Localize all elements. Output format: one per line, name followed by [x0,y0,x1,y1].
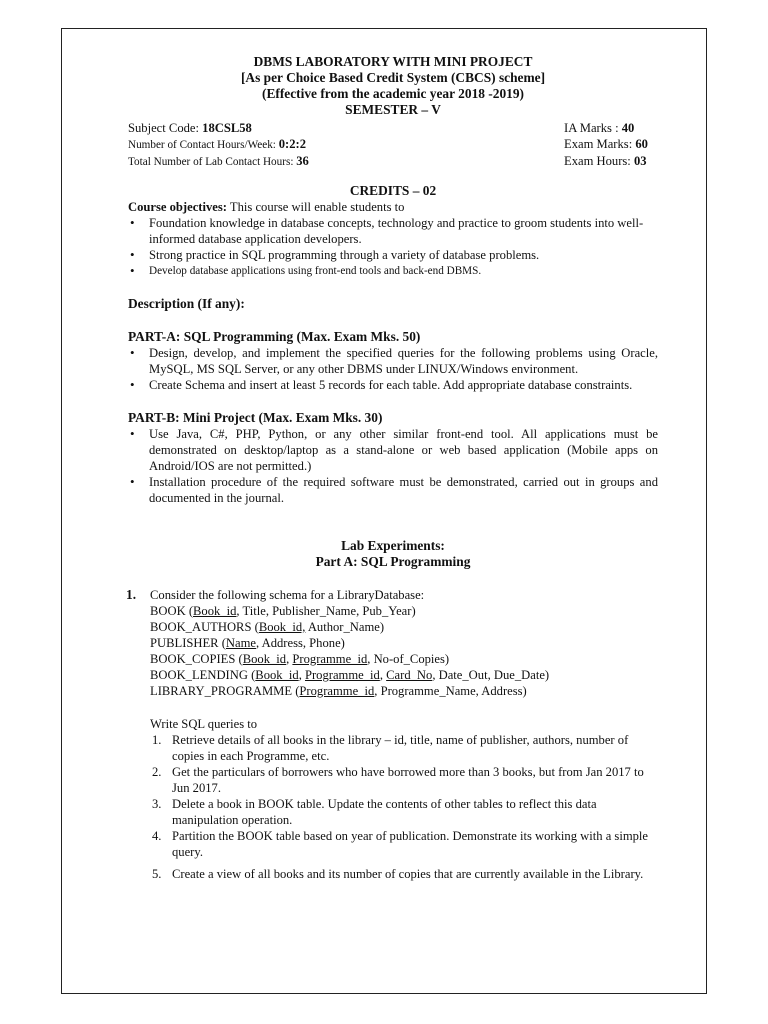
course-objectives [128,199,658,215]
doc-semester: SEMESTER – V [345,102,441,117]
schema-intro: Consider the following schema for a LibraryDatabase: [150,588,425,602]
exam-marks [564,136,658,153]
list-item: • Use Java, C#, PHP, Python, or any other similar front-end tool. All applications must be demonstrated on desktop/laptop as a stand-alone or web based application (Mobile apps on Android/IOS are not permitted.) [128,426,658,474]
schema-text: , [286,652,293,666]
contact-hours-value: 0:2:2 [278,137,306,151]
schema-text: BOOK_LENDING ( [150,668,256,682]
list-item [150,764,658,796]
schema-key: Programme_id [292,652,368,666]
schema-text: , No-of_Copies) [367,652,450,666]
doc-effective: (Effective from the academic year 2018 -2019) [261,86,525,101]
schema-key: Book_id [193,604,237,618]
schema-text: , Title, Publisher_Name, Pub_Year) [236,604,416,618]
meta-row-2 [128,136,658,153]
meta-row-3 [128,153,658,170]
list-item: • Develop database applications using front-end tools and back-end DBMS. [128,263,658,279]
schema-text: , Address, Phone) [256,636,345,650]
schema-text: BOOK ( [150,604,194,618]
part-a-heading: PART-A: SQL Programming (Max. Exam Mks. 50) [128,329,421,344]
query-number: 1. [152,733,162,747]
question-1 [128,587,658,882]
course-objectives-intro: This course will enable students to [226,200,405,214]
list-item: • Installation procedure of the required software must be demonstrated, carried out in groups and documented in the journal. [128,474,658,506]
schema-book-authors [150,619,658,635]
write-sql-label: Write SQL queries to [150,717,258,731]
exam-marks-label: Exam Marks: [564,137,636,151]
query-number: 2. [152,765,162,779]
schema-text: Author_Name) [305,620,385,634]
list-item: • Foundation knowledge in database concepts, technology and practice to groom students into well-informed database application developers. [128,215,658,247]
list-item: • Create Schema and insert at least 5 records for each table. Add appropriate database constraints. [128,377,658,393]
contact-hours-label: Number of Contact Hours/Week: [128,139,279,151]
list-item [150,796,658,828]
exam-hours [564,153,658,170]
schema-text: , Programme_Name, Address) [374,684,527,698]
schema-text: , Date_Out, Due_Date) [432,668,550,682]
syllabus-page [128,54,658,882]
doc-title: DBMS LABORATORY WITH MINI PROJECT [253,54,533,69]
ia-marks [564,120,658,136]
subject-code-label: Subject Code: [128,121,203,135]
course-objectives-label: Course objectives: [128,200,227,214]
list-item [150,732,658,764]
schema-key: Programme_id [304,668,380,682]
schema-book-lending [150,667,658,683]
query-list [150,732,658,882]
schema-publisher [150,635,658,651]
query-text: Create a view of all books and its number of copies that are currently available in the Library. [172,867,644,881]
lab-hours-label: Total Number of Lab Contact Hours: [128,156,297,168]
query-text: Partition the BOOK table based on year of publication. Demonstrate its working with a simple query. [172,829,649,859]
query-text: Retrieve details of all books in the library – id, title, name of publisher, authors, number of copies in each Programme, etc. [172,733,629,763]
part-b-list [128,426,658,506]
doc-scheme: [As per Choice Based Credit System (CBCS) scheme] [240,70,546,85]
lab-hours [128,153,309,170]
ia-marks-value: 40 [621,121,635,135]
ia-marks-label: IA Marks : [564,121,622,135]
schema-library-programme [150,683,658,699]
lab-hours-value: 36 [296,154,309,168]
schema-key: Book_id, [258,620,306,634]
subject-code-value: 18CSL58 [202,121,252,135]
list-item: • Strong practice in SQL programming through a variety of database problems. [128,247,658,263]
part-a-sql-heading: Part A: SQL Programming [315,554,471,569]
meta-row-1 [128,120,658,136]
part-b-heading: PART-B: Mini Project (Max. Exam Mks. 30) [128,410,383,425]
part-a-list [128,345,658,393]
query-number: 4. [152,829,162,843]
credits: CREDITS – 02 [349,183,437,198]
query-number: 3. [152,797,162,811]
list-item [150,828,658,860]
exam-marks-value: 60 [635,137,648,151]
question-number: 1. [126,587,137,602]
lab-experiments-heading: Lab Experiments: [341,538,445,553]
exam-hours-value: 03 [633,154,647,168]
schema-key: Name [225,636,256,650]
schema-key: Programme_id [299,684,375,698]
list-item: • Design, develop, and implement the specified queries for the following problems using Oracle, MySQL, MS SQL Server, or any other DBMS under LINUX/Windows environment. [128,345,658,377]
schema-text: LIBRARY_PROGRAMME ( [150,684,300,698]
schema-book [150,603,658,619]
exam-hours-label: Exam Hours: [564,154,634,168]
subject-code [128,120,252,136]
schema-key: Card_No [386,668,433,682]
query-number: 5. [152,867,162,881]
schema-text: , [379,668,387,682]
contact-hours [128,136,306,153]
schema-text: BOOK_AUTHORS ( [150,620,259,634]
schema-text: , [298,668,305,682]
schema-key: Book_id [255,668,299,682]
schema-text: BOOK_COPIES ( [150,652,243,666]
description-heading: Description (If any): [128,296,245,311]
list-item [150,866,658,882]
schema-book-copies [150,651,658,667]
schema-text: PUBLISHER ( [150,636,226,650]
query-text: Delete a book in BOOK table. Update the contents of other tables to reflect this data manipulation operation. [172,797,597,827]
query-text: Get the particulars of borrowers who have borrowed more than 3 books, but from Jan 2017 to Jun 2017. [172,765,644,795]
objectives-list [128,215,658,279]
schema-key: Book_id [242,652,287,666]
